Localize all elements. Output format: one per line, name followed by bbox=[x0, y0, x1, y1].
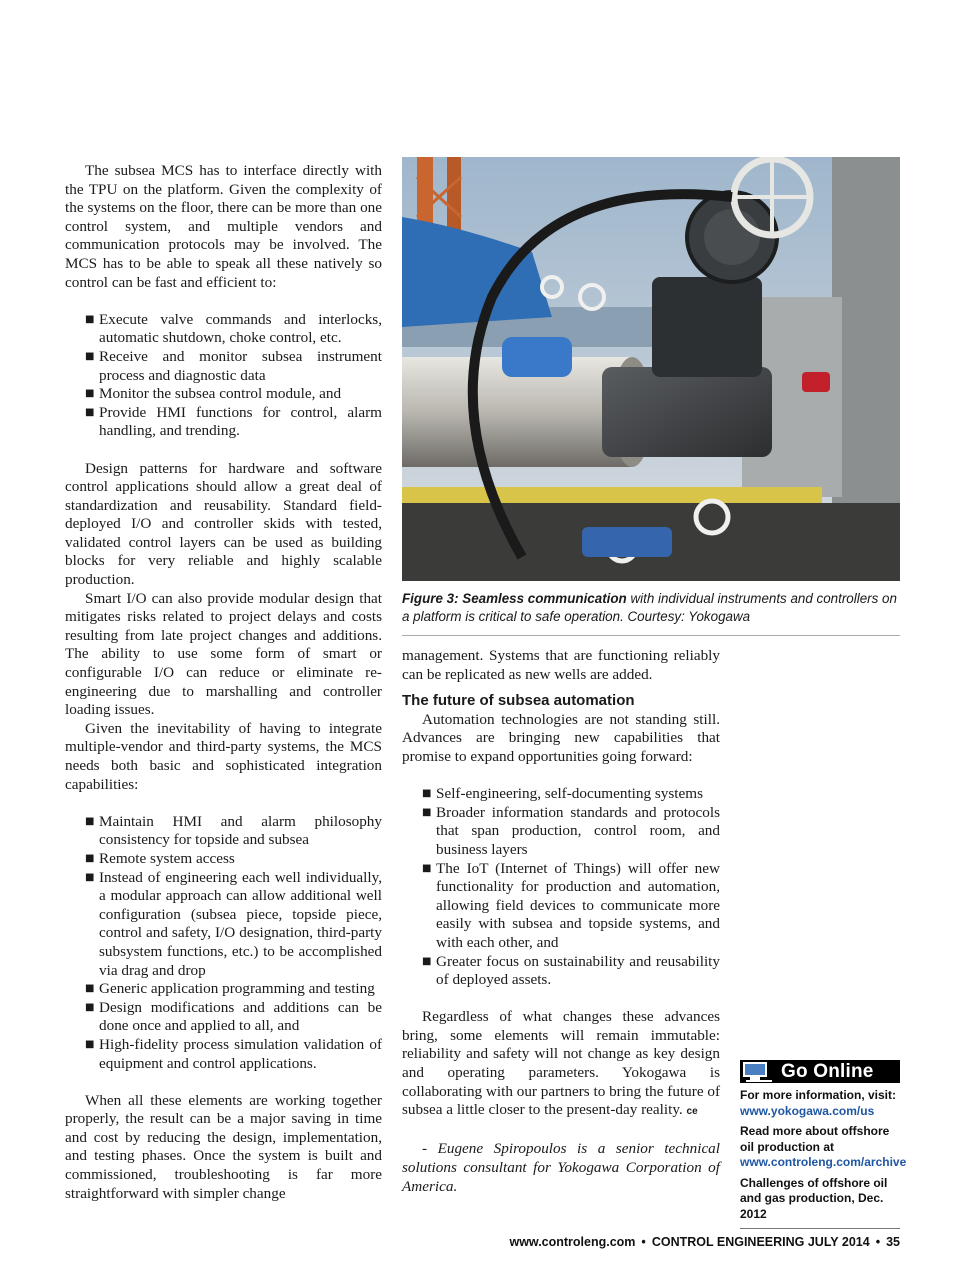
left-column bbox=[65, 162, 382, 1203]
list-item: ■ Generic application programming and testing bbox=[99, 980, 382, 999]
caption-text: with individual instruments and controllers on a platform is critical to safe operation. Courtesy: Yokogawa bbox=[402, 591, 897, 625]
page-footer bbox=[509, 1235, 900, 1249]
author-byline: - Eugene Spiropoulos is a senior technical solutions consultant for Yokogawa Corporation of America. bbox=[402, 1140, 720, 1195]
platform-valve-illustration bbox=[402, 157, 900, 581]
info-label: For more information, visit: bbox=[740, 1088, 897, 1102]
paragraph: Automation technologies are not standing still. Advances are bringing new capabilities that promise to expand opportunities going forward: bbox=[402, 710, 720, 765]
list-item: ■ High-fidelity process simulation validation of equipment and control applications. bbox=[99, 1036, 382, 1073]
computer-icon bbox=[740, 1060, 776, 1083]
bullet-list bbox=[65, 813, 382, 1073]
go-online-box bbox=[740, 1060, 907, 1229]
end-mark: ce bbox=[686, 1106, 698, 1118]
list-item: ■ Broader information standards and protocols that span production, control room, and business layers bbox=[436, 804, 720, 860]
archive-link[interactable]: www.controleng.com/archive bbox=[740, 1155, 907, 1169]
list-item: ■ Greater focus on sustainability and reusability of deployed assets. bbox=[436, 953, 720, 990]
list-item: ■ Provide HMI functions for control, alarm handling, and trending. bbox=[99, 404, 382, 441]
list-item: ■ Instead of engineering each well individually, a modular approach can allow additional well configuration (subsea piece, topside piece, control and safety, I/O designation, third-party subsystem functions, etc.) to be accomplished via drag and drop bbox=[99, 869, 382, 981]
figure-caption bbox=[402, 590, 900, 636]
page-number: 35 bbox=[886, 1235, 900, 1249]
bullet-list bbox=[402, 785, 720, 990]
yokogawa-link[interactable]: www.yokogawa.com/us bbox=[740, 1103, 875, 1118]
footer-site: www.controleng.com bbox=[509, 1235, 636, 1249]
footer-separator: • bbox=[875, 1235, 881, 1249]
divider bbox=[740, 1228, 900, 1229]
list-item: ■ Maintain HMI and alarm philosophy consistency for topside and subsea bbox=[99, 813, 382, 850]
list-item: ■ Receive and monitor subsea instrument process and diagnostic data bbox=[99, 348, 382, 385]
paragraph: Design patterns for hardware and software control applications should allow a great deal of standardization and reusability. Standard field-deployed I/O and controller skids with tested, validated control layers can be used as building blocks for very reliable and highly scalable production. bbox=[65, 459, 382, 589]
info-label: Read more about offshore oil production at bbox=[740, 1124, 890, 1154]
footer-magazine: CONTROL ENGINEERING JULY 2014 bbox=[651, 1235, 870, 1249]
closing-text: Regardless of what changes these advances bring, some elements will remain immutable: reliability and safety will not change as key design and operating parameters. Yokogawa is collaborating with our partners to bring the future of subsea a little closer to the present-day reality. bbox=[402, 1008, 721, 1119]
bullet-list bbox=[65, 311, 382, 441]
paragraph: When all these elements are working together properly, the result can be a major saving in time and cost by reducing the design, implementation, and testing phases. Once the system is built and commissioned, troubleshooting is far more straightforward with simpler change bbox=[65, 1091, 382, 1202]
section-heading: The future of subsea automation bbox=[402, 692, 635, 710]
article-title: Challenges of offshore oil and gas production, Dec. 2012 bbox=[740, 1175, 888, 1221]
list-item: ■ Design modifications and additions can be done once and applied to all, and bbox=[99, 999, 382, 1036]
footer-separator: • bbox=[641, 1235, 646, 1249]
paragraph: Given the inevitability of having to integrate multiple-vendor and third-party systems, the MCS needs both basic and sophisticated integration capabilities: bbox=[65, 719, 382, 793]
caption-label: Figure 3: Seamless communication bbox=[402, 591, 627, 606]
list-item: ■ Execute valve commands and interlocks, automatic shutdown, choke control, etc. bbox=[99, 311, 382, 348]
go-online-banner bbox=[740, 1060, 900, 1083]
paragraph: management. Systems that are functioning reliably can be replicated as new wells are added. bbox=[402, 647, 720, 683]
paragraph: The subsea MCS has to interface directly with the TPU on the platform. Given the complexity of the systems on the floor, there can be more than one control system, and multiple vendors and communication protocols may be involved. The MCS has to be able to speak all these natively so control can be fast and efficient to: bbox=[65, 162, 382, 291]
list-item: ■ Self-engineering, self-documenting systems bbox=[436, 785, 720, 804]
list-item: ■ Monitor the subsea control module, and bbox=[99, 385, 382, 404]
list-item: ■ Remote system access bbox=[99, 850, 382, 869]
paragraph: Smart I/O can also provide modular design that mitigates risks related to project delays and costs resulting from late project changes and additions. The ability to use some form of smart or configurable I/O can reduce or eliminate re-engineering due to marshalling and controller loading issues. bbox=[65, 589, 382, 719]
paragraph bbox=[402, 1008, 720, 1122]
figure-photo bbox=[402, 157, 900, 581]
list-item: ■ The IoT (Internet of Things) will offer new functionality for production and automation, allowing field devices to communicate more easily with subsea and topside systems, and with each other, and bbox=[436, 860, 720, 953]
right-column bbox=[402, 647, 720, 1196]
go-online-title: Go Online bbox=[781, 1060, 874, 1082]
